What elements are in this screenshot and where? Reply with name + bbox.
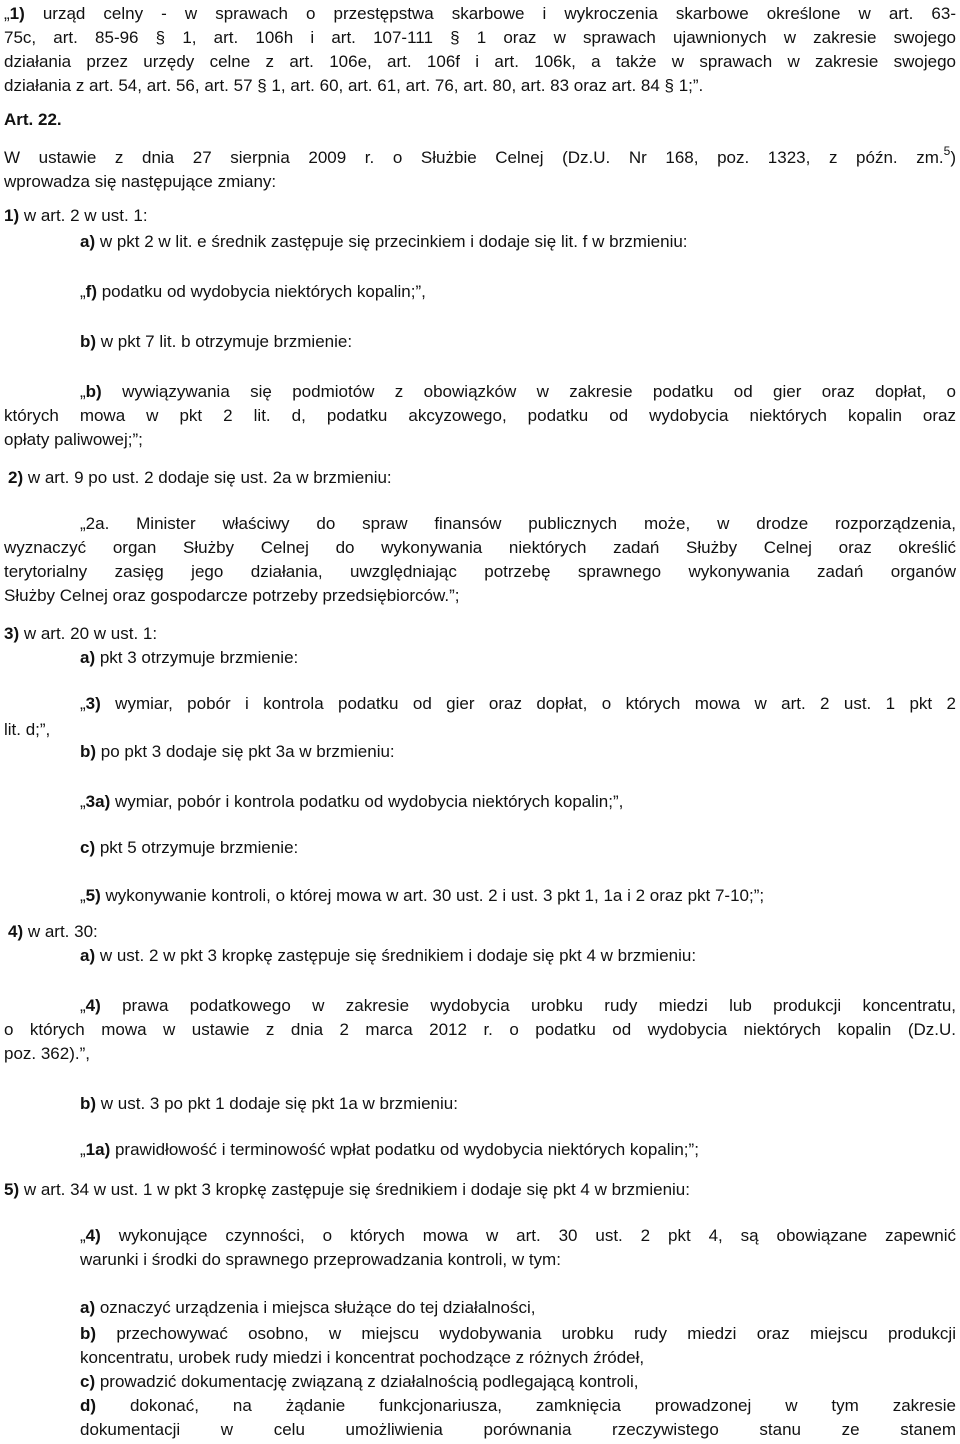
quote-line: „1a) prawidłowość i terminowość wpłat podatku od wydobycia niektórych kopalin;”; xyxy=(80,1140,699,1159)
quote-line: opłaty paliwowej;”; xyxy=(4,430,143,449)
article-heading: Art. 22. xyxy=(4,110,62,129)
sub-item: dokumentacji w celu umożliwienia porównania rzeczywistego stanu ze stanem xyxy=(80,1420,956,1439)
quote-line: „4) prawa podatkowego w zakresie wydobycia urobku rudy miedzi lub produkcji koncentratu, xyxy=(80,996,956,1015)
sub-item: a) pkt 3 otrzymuje brzmienie: xyxy=(80,648,299,667)
text-line: 75c, art. 85-96 § 1, art. 106h i art. 107-111 § 1 oraz w sprawach ujawnionych w zakresie swojego xyxy=(4,28,956,47)
quote-line: lit. d;”, xyxy=(4,720,51,739)
sub-item: d) dokonać, na żądanie funkcjonariusza, zamknięcia prowadzonej w tym zakresie xyxy=(80,1396,956,1415)
quote-line: „5) wykonywanie kontroli, o której mowa w art. 30 ust. 2 i ust. 3 pkt 1, 1a i 2 oraz pkt 7-10;”; xyxy=(80,886,765,905)
quote-line: „3a) wymiar, pobór i kontrola podatku od wydobycia niektórych kopalin;”, xyxy=(80,792,624,811)
change-item-3: 3) w art. 20 w ust. 1: xyxy=(4,624,158,643)
footnote-ref: 5 xyxy=(943,144,951,158)
quote-line: poz. 362).”, xyxy=(4,1044,90,1063)
text-line: działania przez urzędy celne z art. 106e, art. 106f i art. 106k, a także w sprawach w zakresie swojego xyxy=(4,52,956,71)
quote-line: „2a. Minister właściwy do spraw finansów publicznych może, w drodze rozporządzenia, xyxy=(80,514,956,533)
sub-item: c) pkt 5 otrzymuje brzmienie: xyxy=(80,838,299,857)
quote-line: warunki i środki do sprawnego przeprowadzania kontroli, w tym: xyxy=(80,1250,561,1269)
quote-line: „f) podatku od wydobycia niektórych kopalin;”, xyxy=(80,282,426,301)
quote-line: wyznaczyć organ Służby Celnej do wykonywania niektórych zadań Służby Celnej oraz określić xyxy=(4,538,956,557)
sub-item: b) po pkt 3 dodaje się pkt 3a w brzmieniu: xyxy=(80,742,395,761)
sub-item: koncentratu, urobek rudy miedzi i koncentrat pochodzące z różnych źródeł, xyxy=(80,1348,645,1367)
sub-item: b) w ust. 3 po pkt 1 dodaje się pkt 1a w brzmieniu: xyxy=(80,1094,458,1113)
change-item-4: 4) w art. 30: xyxy=(8,922,98,941)
text-line: „1) urząd celny - w sprawach o przestępstwa skarbowe i wykroczenia skarbowe określone w art. 63- xyxy=(4,4,956,23)
quote-line: terytorialny zasięg jego działania, uwzględniając potrzebę sprawnego wykonywania zadań organów xyxy=(4,562,956,581)
sub-item: a) oznaczyć urządzenia i miejsca służące do tej działalności, xyxy=(80,1298,536,1317)
sub-item: b) w pkt 7 lit. b otrzymuje brzmienie: xyxy=(80,332,353,351)
change-item-2: 2) w art. 9 po ust. 2 dodaje się ust. 2a w brzmieniu: xyxy=(8,468,392,487)
quote-line: o których mowa w ustawie z dnia 2 marca 2012 r. o podatku od wydobycia niektórych kopalin (Dz.U. xyxy=(4,1020,956,1039)
quote-line: „3) wymiar, pobór i kontrola podatku od gier oraz dopłat, o których mowa w art. 2 ust. 1 pkt 2 xyxy=(80,694,956,713)
sub-item: a) w pkt 2 w lit. e średnik zastępuje się przecinkiem i dodaje się lit. f w brzmieniu: xyxy=(80,232,688,251)
quote-line: których mowa w pkt 2 lit. d, podatku akcyzowego, podatku od wydobycia niektórych kopalin oraz xyxy=(4,406,956,425)
quote-line: Służby Celnej oraz gospodarcze potrzeby przedsiębiorców.”; xyxy=(4,586,460,605)
sub-item: c) prowadzić dokumentację związaną z działalnością podlegającą kontroli, xyxy=(80,1372,639,1391)
change-item-5: 5) w art. 34 w ust. 1 w pkt 3 kropkę zastępuje się średnikiem i dodaje się pkt 4 w brzmieniu: xyxy=(4,1180,690,1199)
text-line: W ustawie z dnia 27 sierpnia 2009 r. o Służbie Celnej (Dz.U. Nr 168, poz. 1323, z późn. zm.$^5$) xyxy=(4,144,956,167)
quote-line: „4) wykonujące czynności, o których mowa w art. 30 ust. 2 pkt 4, są obowiązane zapewnić xyxy=(80,1226,956,1245)
text-line: wprowadza się następujące zmiany: xyxy=(4,172,277,191)
text-line: działania z art. 54, art. 56, art. 57 § 1, art. 60, art. 61, art. 76, art. 80, art. 83 oraz art. 84 § 1;”. xyxy=(4,76,704,95)
change-item-1: 1) w art. 2 w ust. 1: xyxy=(4,206,148,225)
quote-line: „b) wywiązywania się podmiotów z obowiązków w zakresie podatku od gier oraz dopłat, o xyxy=(80,382,956,401)
sub-item: b) przechowywać osobno, w miejscu wydobywania urobku rudy miedzi oraz miejscu produkcji xyxy=(80,1324,956,1343)
sub-item: a) w ust. 2 w pkt 3 kropkę zastępuje się średnikiem i dodaje się pkt 4 w brzmieniu: xyxy=(80,946,697,965)
